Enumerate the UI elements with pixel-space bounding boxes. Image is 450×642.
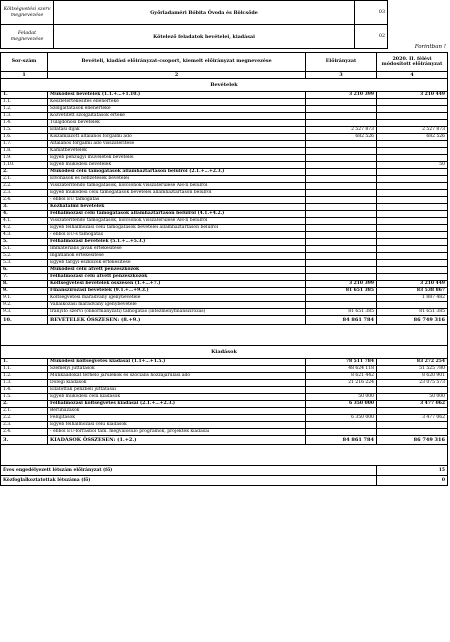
expense-row (1, 373, 448, 380)
row-number: 9.1. (1, 295, 48, 302)
row-name: Felújítások (48, 415, 306, 422)
row-modified-value (377, 260, 448, 267)
row-modified-value (377, 148, 448, 155)
income-row (1, 211, 448, 218)
row-original-value (306, 422, 377, 429)
row-original-value (306, 148, 377, 155)
expense-row (1, 380, 448, 387)
row-modified-value: 83 272 254 (377, 359, 448, 366)
income-row (1, 218, 448, 225)
unit-note: Forintban ! (414, 44, 446, 50)
row-modified-value (377, 141, 448, 148)
row-modified-value (377, 218, 448, 225)
row-name: Vállalkozási maradvány igénybevétele (48, 302, 306, 309)
income-row (1, 204, 448, 211)
row-number: 9. (1, 288, 48, 295)
row-number: 3. (1, 204, 48, 211)
income-section-title: Bevételek (1, 79, 448, 92)
row-name: Költségvetési maradvány igénybevétele (48, 295, 306, 302)
row-number: 5.2. (1, 253, 48, 260)
footer-value: 15 (377, 466, 448, 476)
row-number: 4.2. (1, 225, 48, 232)
column-index: 1 (1, 72, 48, 79)
row-modified-value (377, 106, 448, 113)
row-name: Ellátottak pénzbeli juttatásai (48, 387, 306, 394)
row-modified-value (377, 183, 448, 190)
row-number: 5.3. (1, 260, 48, 267)
footer-label: Éves engedélyezett létszám előirányzat (fő) (1, 466, 377, 476)
row-name: Ingatlanok értékesítése (48, 253, 306, 260)
row-number: 2. (1, 169, 48, 176)
row-name: Személyi juttatások (48, 366, 306, 373)
row-name: Visszatérítendő támogatások, kölcsönök visszatérülése ÁH-n belülről (48, 218, 306, 225)
row-modified-value (377, 204, 448, 211)
row-name: Egyéb tárgyi eszközök értékesítése (48, 260, 306, 267)
row-modified-value (377, 113, 448, 120)
income-row (1, 148, 448, 155)
row-name: Visszatérítendő támogatások, kölcsönök visszatérülése ÁH-n belülről (48, 183, 306, 190)
row-original-value (306, 225, 377, 232)
row-original-value (306, 211, 377, 218)
row-number: 1.4. (1, 120, 48, 127)
institution-name: Győrladaméri Bóbita Óvoda és Bölcsőde (54, 1, 355, 25)
row-name: Közhatalmi bevételek (48, 204, 306, 211)
row-original-value (306, 246, 377, 253)
row-original-value: 84 861 784 (306, 436, 377, 445)
expense-row (1, 408, 448, 415)
income-row (1, 309, 448, 316)
row-original-value (306, 197, 377, 204)
row-name: Munkaadókat terhelő járulékok és szociális hozzájárulási adó (48, 373, 306, 380)
row-original-value (306, 232, 377, 239)
expense-section-title: Kiadások (1, 346, 448, 359)
income-row (1, 99, 448, 106)
row-original-value: 3 210 399 (306, 92, 377, 99)
row-number: 1.7. (1, 141, 48, 148)
income-row (1, 127, 448, 134)
column-index: 2 (48, 72, 306, 79)
row-name: Finanszírozási bevételek (9.1.+…+9.3.) (48, 288, 306, 295)
income-row (1, 232, 448, 239)
income-row (1, 267, 448, 274)
row-name: - ebből EU-forrásból tám. megvalósuló programok, projektek kiadásai (48, 429, 306, 436)
row-number: 1.1. (1, 99, 48, 106)
row-modified-value: 3 477 062 (377, 401, 448, 408)
spacer-row (1, 325, 448, 346)
row-modified-value: 682 526 (377, 134, 448, 141)
row-modified-value: 81 651 385 (377, 309, 448, 316)
header-row-institution (1, 1, 388, 25)
budget-table (0, 52, 448, 486)
row-name: Beruházások (48, 408, 306, 415)
income-row (1, 239, 448, 246)
row-name: Felhalmozási célú átvett pénzeszközök (48, 274, 306, 281)
income-row (1, 246, 448, 253)
income-row (1, 253, 448, 260)
row-original-value (306, 99, 377, 106)
row-number: 1. (1, 359, 48, 366)
row-modified-value (377, 246, 448, 253)
row-modified-value (377, 422, 448, 429)
row-number: 1.5. (1, 127, 48, 134)
row-name: KIADÁSOK ÖSSZESEN: (1.+2.) (48, 436, 306, 445)
header-row-task (1, 25, 388, 49)
row-original-value: 78 511 784 (306, 359, 377, 366)
row-original-value (306, 260, 377, 267)
footer-row (1, 466, 448, 476)
row-number: 9.3. (1, 309, 48, 316)
row-original-value (306, 204, 377, 211)
row-modified-value (377, 429, 448, 436)
footer-value: 0 (377, 476, 448, 486)
row-name: Szolgáltatások ellenértéke (48, 106, 306, 113)
row-number: 1.5. (1, 394, 48, 401)
row-original-value (306, 113, 377, 120)
row-name: Egyéb működési célú támogatások bevételei államháztartáson belülről (48, 190, 306, 197)
row-original-value: 6 350 000 (306, 415, 377, 422)
footer-row (1, 476, 448, 486)
column-header-orig: Előirányzat (306, 53, 377, 72)
row-original-value: 682 526 (306, 134, 377, 141)
expense-row (1, 429, 448, 436)
expense-section-row (1, 346, 448, 359)
task-code: 02 (355, 25, 388, 49)
row-number: 3. (1, 436, 48, 445)
row-modified-value: 51 525 780 (377, 366, 448, 373)
row-modified-value (377, 169, 448, 176)
expense-row (1, 401, 448, 408)
row-modified-value (377, 120, 448, 127)
budget-table-body (1, 53, 448, 486)
expense-row (1, 387, 448, 394)
row-number: 2.1. (1, 176, 48, 183)
row-number: 5.1. (1, 246, 48, 253)
row-number: 8. (1, 281, 48, 288)
spacer-cell (1, 325, 448, 346)
row-name: Kiszámlázott általános forgalmi adó (48, 134, 306, 141)
row-name: Egyéb működési célú kiadások (48, 394, 306, 401)
row-modified-value (377, 274, 448, 281)
row-modified-value (377, 99, 448, 106)
expense-row (1, 366, 448, 373)
header-table (0, 0, 388, 49)
row-modified-value (377, 239, 448, 246)
row-original-value (306, 162, 377, 169)
row-name: Működési költségvetés kiadásai (1.1+…+1.5.) (48, 359, 306, 366)
row-original-value (306, 169, 377, 176)
row-original-value: 84 861 784 (306, 316, 377, 325)
header-label: Költségvetési szerv megnevezése (1, 1, 54, 25)
column-header-name: Bevételi, kiadási előirányzat-csoport, kiemelt előirányzat megnevezése (48, 53, 306, 72)
task-name: Kötelező feladatok bevételei, kiadásai (54, 25, 355, 49)
income-row (1, 141, 448, 148)
row-modified-value: 23 075 573 (377, 380, 448, 387)
row-name: BEVÉTELEK ÖSSZESEN: (8.+9.) (48, 316, 306, 325)
column-header-mod: 2020. II. félévi módosított előirányzat (377, 53, 448, 72)
income-row (1, 274, 448, 281)
row-number: 1. (1, 92, 48, 99)
row-modified-value: 2 527 873 (377, 127, 448, 134)
row-name: Közvetített szolgáltatások értéke (48, 113, 306, 120)
row-modified-value: 50 (377, 162, 448, 169)
row-modified-value: 1 887 482 (377, 295, 448, 302)
row-original-value: 6 350 000 (306, 401, 377, 408)
income-row (1, 260, 448, 267)
row-number: 4. (1, 211, 48, 218)
row-name: Egyéb felhalmozási célú kiadások (48, 422, 306, 429)
income-row (1, 162, 448, 169)
row-name: Egyéb működési bevételek (48, 162, 306, 169)
row-modified-value (377, 211, 448, 218)
row-number: 4.1. (1, 218, 48, 225)
row-name: Ellátási díjak (48, 127, 306, 134)
row-original-value (306, 387, 377, 394)
row-original-value: 3 210 399 (306, 281, 377, 288)
row-modified-value: 83 538 867 (377, 288, 448, 295)
income-row (1, 183, 448, 190)
row-original-value (306, 408, 377, 415)
row-original-value (306, 267, 377, 274)
row-name: Felhalmozási célú támogatások államháztartáson belülről (4.1.+4.2.) (48, 211, 306, 218)
expense-row (1, 359, 448, 366)
row-name: Egyéb pénzügyi műveletek bevételei (48, 155, 306, 162)
row-number: 1.1. (1, 366, 48, 373)
row-modified-value (377, 302, 448, 309)
row-modified-value: 86 749 316 (377, 316, 448, 325)
income-row (1, 113, 448, 120)
row-number: 2.2. (1, 183, 48, 190)
row-original-value: 50 000 (306, 394, 377, 401)
expense-row (1, 415, 448, 422)
row-name: Működési célú átvett pénzeszközök (48, 267, 306, 274)
income-row (1, 176, 448, 183)
row-modified-value (377, 232, 448, 239)
income-row (1, 155, 448, 162)
row-name: - ebből EU-s támogatás (48, 232, 306, 239)
income-row (1, 197, 448, 204)
row-number: 1.4. (1, 387, 48, 394)
row-number: 1.9. (1, 155, 48, 162)
row-original-value: 21 216 224 (306, 380, 377, 387)
income-row (1, 190, 448, 197)
row-modified-value (377, 155, 448, 162)
income-row (1, 92, 448, 99)
spacer-row (1, 445, 448, 466)
column-header-num: Sor-szám (1, 53, 48, 72)
income-row (1, 169, 448, 176)
row-original-value (306, 176, 377, 183)
column-index-row (1, 72, 448, 79)
row-name: Költségvetési bevételek összesen (1.+…+7.) (48, 281, 306, 288)
row-original-value: 8 621 442 (306, 373, 377, 380)
row-number: 4.3. (1, 232, 48, 239)
income-row (1, 295, 448, 302)
row-number: 2.4. (1, 197, 48, 204)
row-number: 7. (1, 274, 48, 281)
row-original-value (306, 106, 377, 113)
income-section-row (1, 79, 448, 92)
row-name: Felhalmozási bevételek (5.1.+…+5.3.) (48, 239, 306, 246)
income-row (1, 106, 448, 113)
row-original-value (306, 302, 377, 309)
row-number: 2. (1, 401, 48, 408)
expense-row (1, 422, 448, 429)
row-name: Általános forgalmi adó visszatérítése (48, 141, 306, 148)
row-number: 2.3. (1, 190, 48, 197)
row-original-value (306, 429, 377, 436)
income-row (1, 288, 448, 295)
row-modified-value: 3 210 449 (377, 92, 448, 99)
row-number: 1.2. (1, 106, 48, 113)
row-original-value (306, 120, 377, 127)
expense-row (1, 394, 448, 401)
row-number: 1.2. (1, 373, 48, 380)
row-modified-value (377, 253, 448, 260)
row-number: 2.3. (1, 422, 48, 429)
row-number: 9.2. (1, 302, 48, 309)
row-modified-value (377, 267, 448, 274)
income-row (1, 281, 448, 288)
header-label: Feladat megnevezése (1, 25, 54, 49)
row-number: 2.2. (1, 415, 48, 422)
row-number: 6. (1, 267, 48, 274)
row-number: 2.4. (1, 429, 48, 436)
row-number: 2.1. (1, 408, 48, 415)
row-modified-value (377, 176, 448, 183)
row-name: Felhalmozási költségvetés kiadásai (2.1.+…+2.3.) (48, 401, 306, 408)
income-row (1, 316, 448, 325)
row-name: - ebből EU támogatás (48, 197, 306, 204)
column-index: 3 (306, 72, 377, 79)
row-name: Működési bevételek (1.1.+…+1.10.) (48, 92, 306, 99)
column-header-row (1, 53, 448, 72)
footer-label: Közfoglalkoztatottak létszáma (fő) (1, 476, 377, 486)
row-number: 1.10. (1, 162, 48, 169)
row-name: Készletértékesítés ellenértéke (48, 99, 306, 106)
row-modified-value: 3 477 062 (377, 415, 448, 422)
row-modified-value: 86 749 316 (377, 436, 448, 445)
row-name: Tulajdonosi bevételek (48, 120, 306, 127)
row-name: Működési célú támogatások államháztartáson belülről (2.1.+…+2.3.) (48, 169, 306, 176)
row-modified-value: 8 620 901 (377, 373, 448, 380)
expense-row (1, 436, 448, 445)
row-modified-value (377, 190, 448, 197)
row-name: Dologi kiadások (48, 380, 306, 387)
income-row (1, 225, 448, 232)
row-original-value: 2 527 873 (306, 127, 377, 134)
row-name: Egyéb felhalmozási célú támogatások bevételei államháztartáson belülről (48, 225, 306, 232)
income-row (1, 134, 448, 141)
institution-code: 03 (355, 1, 388, 25)
row-original-value: 81 651 385 (306, 309, 377, 316)
row-modified-value (377, 387, 448, 394)
row-original-value (306, 183, 377, 190)
column-index: 4 (377, 72, 448, 79)
row-original-value (306, 295, 377, 302)
row-number: 5. (1, 239, 48, 246)
row-number: 10. (1, 316, 48, 325)
row-modified-value: 50 000 (377, 394, 448, 401)
row-name: Elvonások és befizetések bevételei (48, 176, 306, 183)
row-original-value: 48 624 118 (306, 366, 377, 373)
income-row (1, 120, 448, 127)
row-original-value (306, 190, 377, 197)
row-original-value (306, 274, 377, 281)
row-number: 1.6. (1, 134, 48, 141)
row-number: 1.3. (1, 380, 48, 387)
row-name: Irányító szervi (önkormányzati) támogatás (intézményfinanszírozás) (48, 309, 306, 316)
row-original-value (306, 155, 377, 162)
row-number: 1.3. (1, 113, 48, 120)
row-modified-value (377, 197, 448, 204)
row-modified-value (377, 408, 448, 415)
spacer-cell (1, 445, 448, 466)
income-row (1, 302, 448, 309)
row-original-value (306, 218, 377, 225)
row-number: 1.8. (1, 148, 48, 155)
row-name: Immateriális javak értékesítése (48, 246, 306, 253)
row-original-value (306, 239, 377, 246)
row-name: Kamatbevételek (48, 148, 306, 155)
row-original-value: 81 651 385 (306, 288, 377, 295)
row-original-value (306, 141, 377, 148)
row-modified-value (377, 225, 448, 232)
row-modified-value: 3 210 449 (377, 281, 448, 288)
row-original-value (306, 253, 377, 260)
